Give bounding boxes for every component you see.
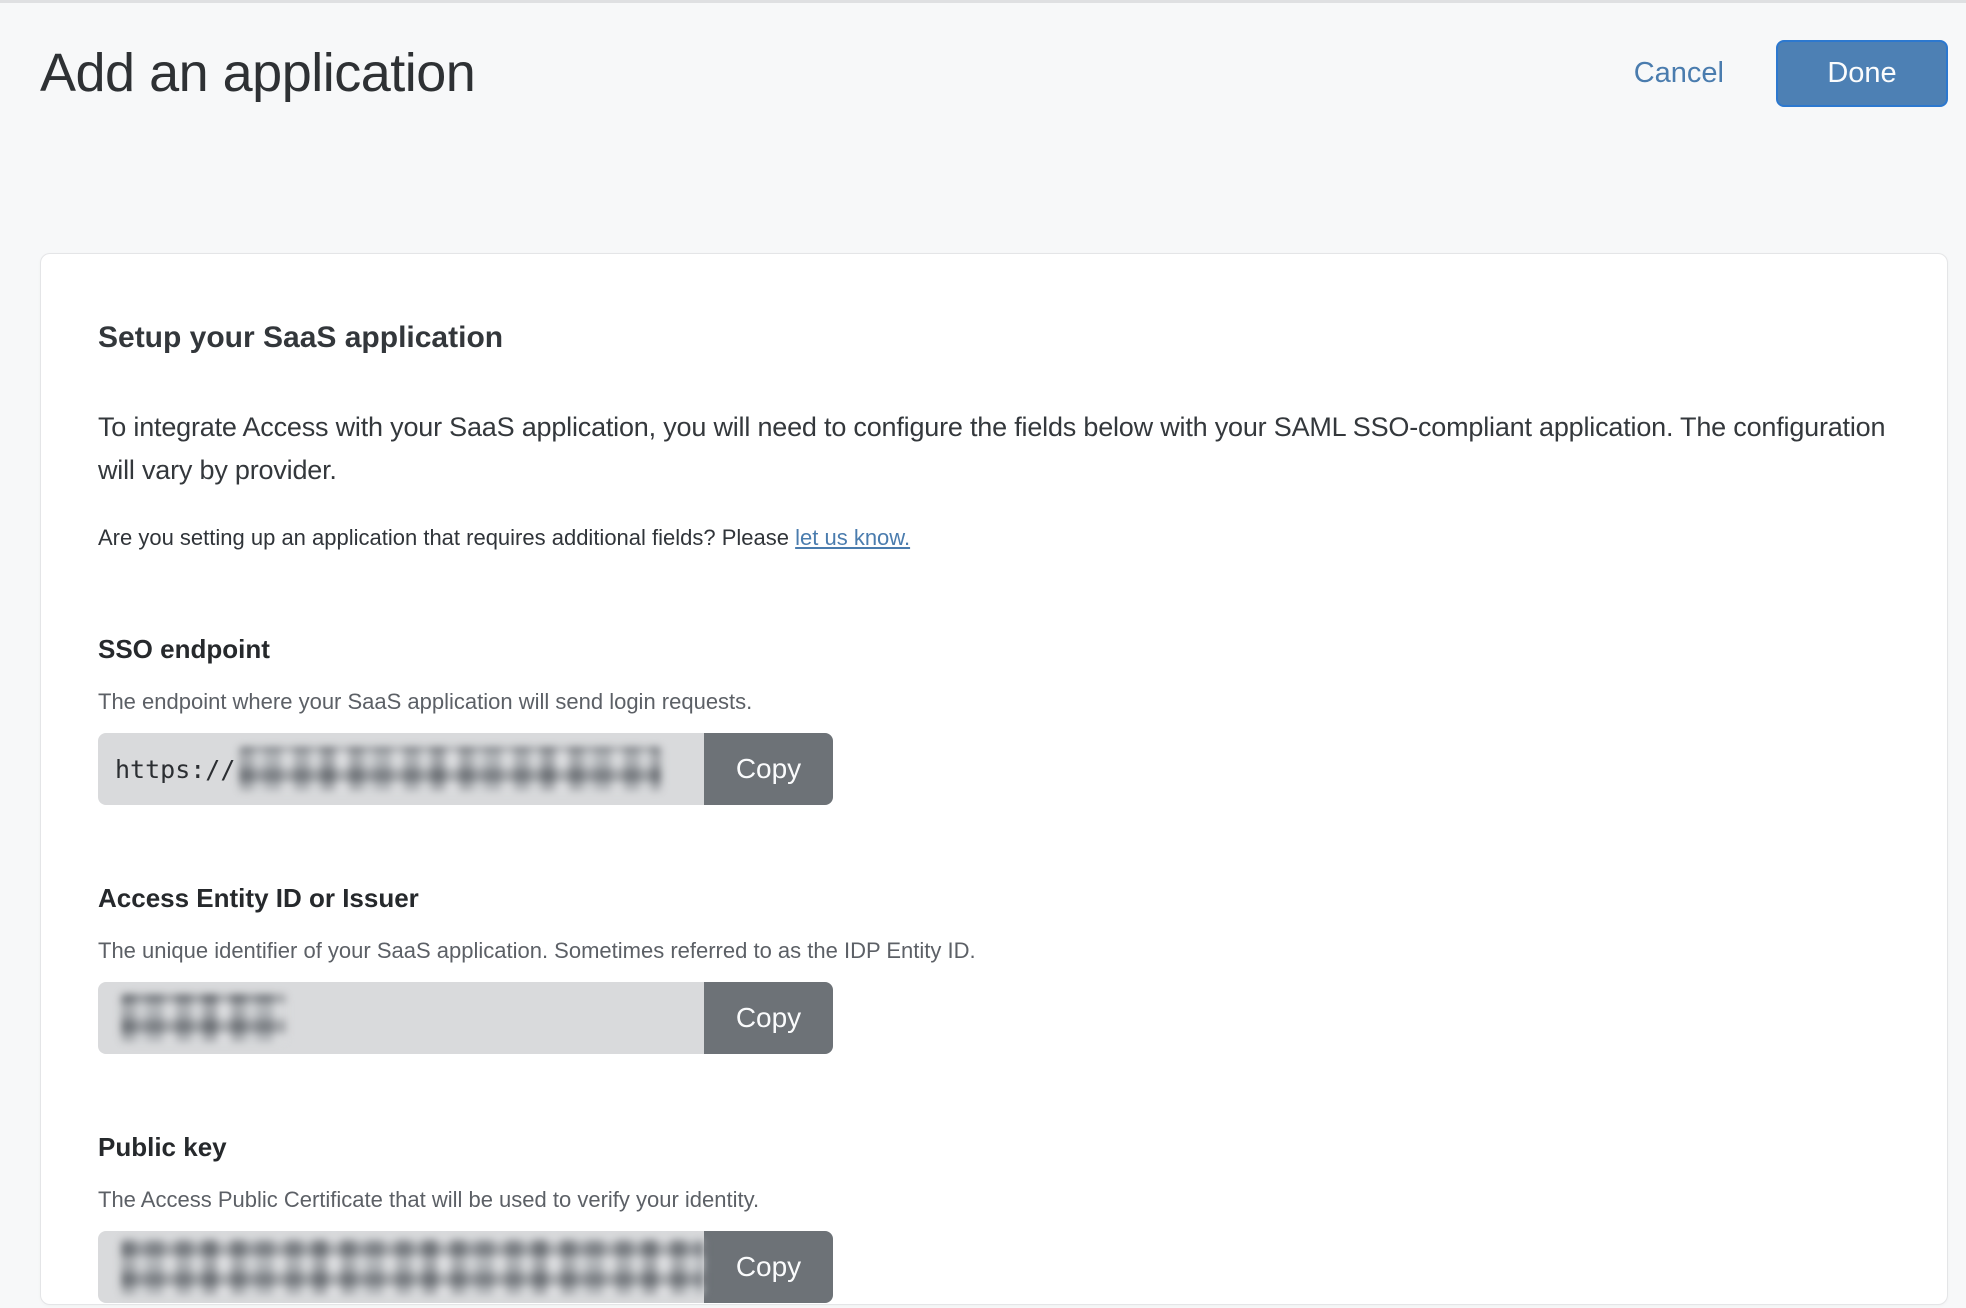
copy-button[interactable]: Copy	[704, 733, 833, 805]
field-label: Public key	[98, 1132, 227, 1162]
public-key-section	[98, 1132, 1887, 1303]
sso-endpoint-value[interactable]	[98, 733, 704, 805]
field-label: Access Entity ID or Issuer	[98, 883, 419, 913]
entity-id-value[interactable]	[98, 982, 704, 1054]
card-heading: Setup your SaaS application	[98, 321, 504, 354]
done-button[interactable]: Done	[1776, 40, 1948, 107]
redacted-value	[239, 747, 661, 791]
field-value-row	[98, 1231, 833, 1303]
public-key-value[interactable]	[98, 1231, 704, 1303]
value-prefix: https://	[115, 754, 236, 784]
copy-button[interactable]: Copy	[704, 1231, 833, 1303]
redacted-value	[121, 1239, 704, 1295]
top-bar-actions	[1634, 40, 1948, 107]
copy-button[interactable]: Copy	[704, 982, 833, 1054]
entity-id-section	[98, 883, 1887, 1054]
field-label: SSO endpoint	[98, 634, 270, 664]
field-value-row	[98, 982, 833, 1054]
let-us-know-link[interactable]: let us know.	[795, 525, 911, 550]
setup-card	[40, 253, 1948, 1305]
sso-endpoint-section	[98, 634, 1887, 805]
cancel-button[interactable]: Cancel	[1633, 56, 1724, 89]
field-description: The unique identifier of your SaaS application. Sometimes referred to as the IDP Entity ID.	[98, 938, 976, 963]
field-description: The endpoint where your SaaS application will send login requests.	[98, 689, 753, 714]
additional-fields-note	[98, 524, 1887, 552]
intro-text: To integrate Access with your SaaS application, you will need to configure the fields below with your SAML SSO-compliant application. The configuration will vary by provider.	[98, 412, 1886, 485]
note-text: Are you setting up an application that requires additional fields? Please	[98, 525, 796, 550]
page-title: Add an application	[40, 43, 476, 103]
field-value-row	[98, 733, 833, 805]
redacted-value	[121, 994, 286, 1042]
top-bar	[0, 3, 1966, 109]
field-description: The Access Public Certificate that will be used to verify your identity.	[98, 1187, 760, 1212]
